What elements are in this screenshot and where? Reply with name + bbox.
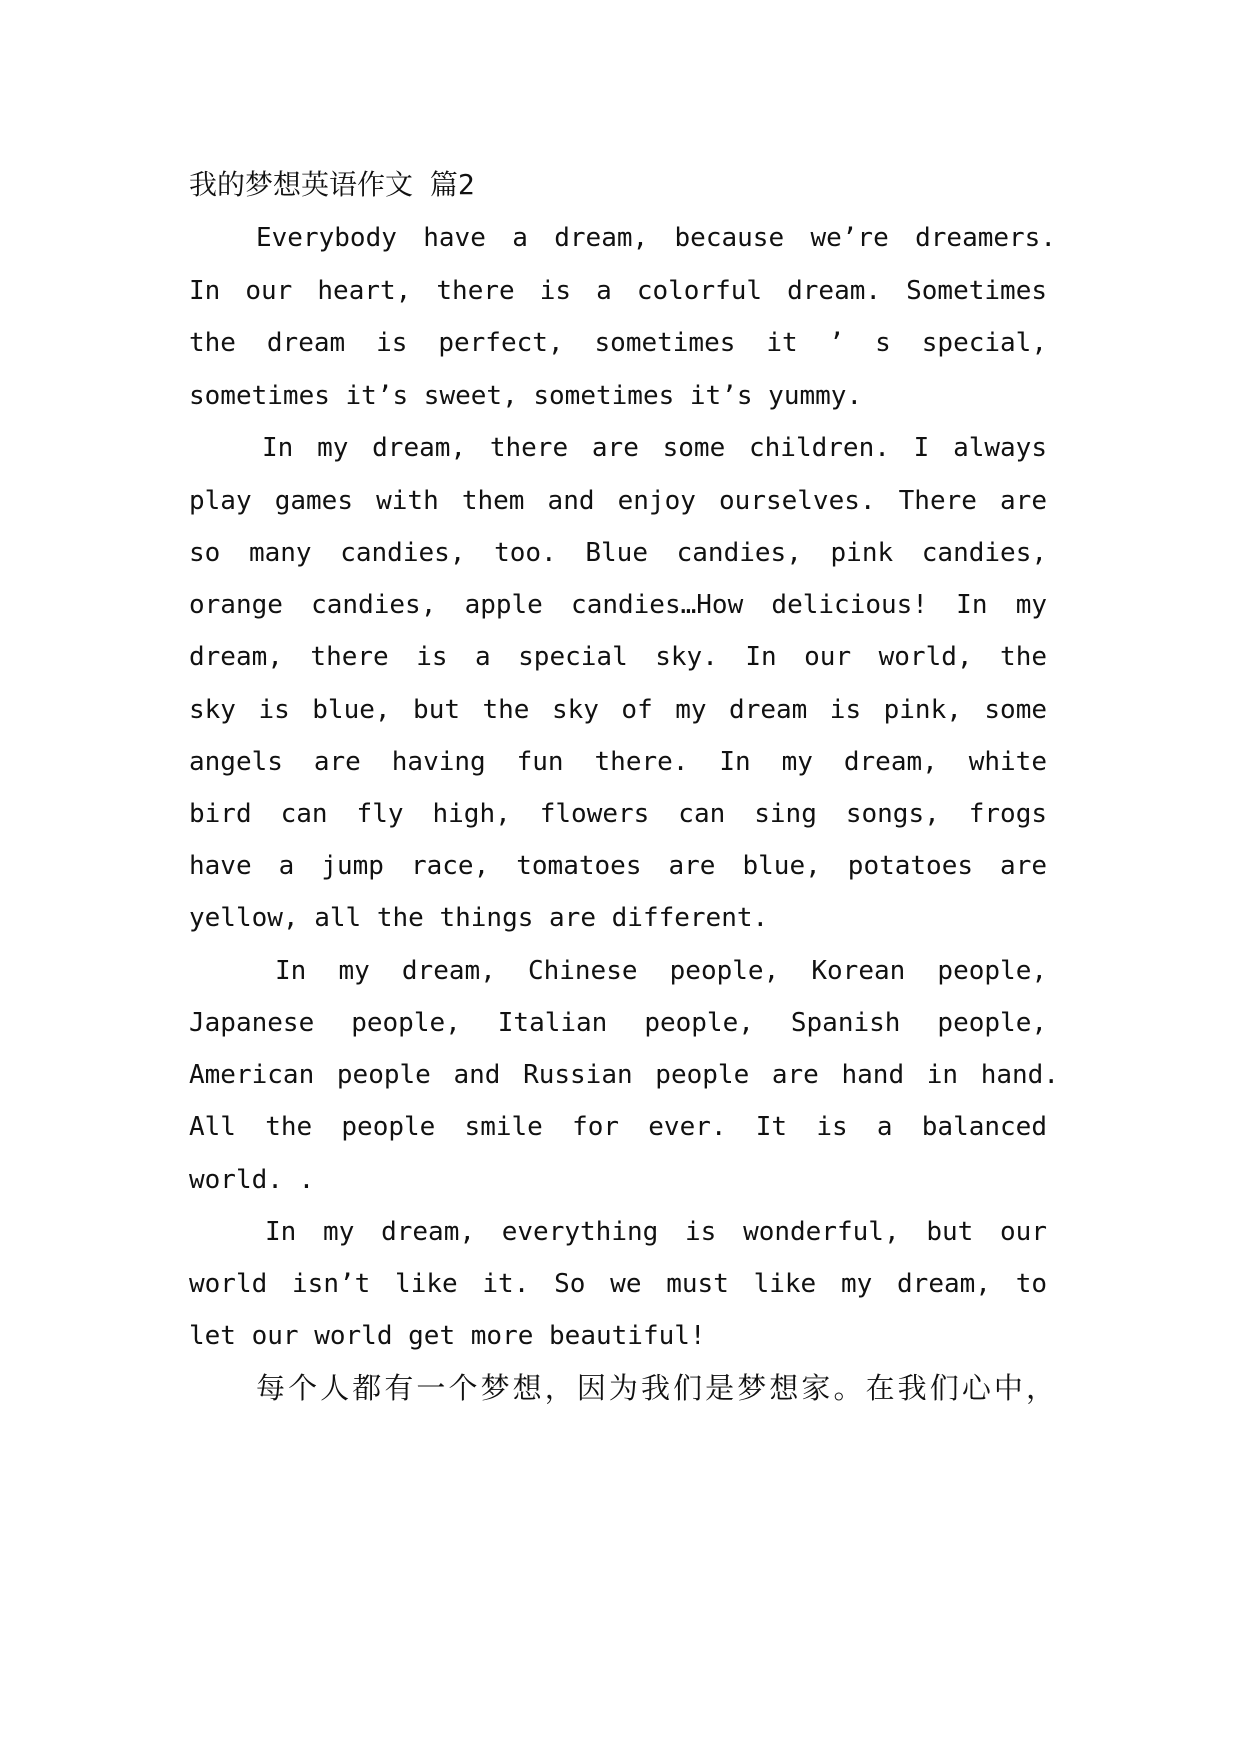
text-line: American people and Russian people are hand in hand. — [189, 1060, 1059, 1090]
text-line: sometimes it’s sweet, sometimes it’s yummy. — [189, 381, 863, 411]
text-line: bird can fly high, flowers can sing songs, frogs — [189, 799, 1047, 829]
text-line: In my dream, Chinese people, Korean people, — [275, 956, 1047, 986]
text-line: orange candies, apple candies…How delicious! In my — [189, 590, 1047, 620]
text-line: the dream is perfect, sometimes it ’ s special, — [189, 328, 1047, 358]
text-line: world. . — [189, 1165, 315, 1195]
text-line: have a jump race, tomatoes are blue, potatoes are — [189, 851, 1047, 881]
text-line: All the people smile for ever. It is a balanced — [189, 1112, 1047, 1142]
text-line: so many candies, too. Blue candies, pink candies, — [189, 538, 1047, 568]
text-line: In our heart, there is a colorful dream. Sometimes — [189, 276, 1047, 306]
text-line: 每个人都有一个梦想，因为我们是梦想家。在我们心中， — [256, 1371, 1056, 1405]
text-line: In my dream, there are some children. I always — [262, 433, 1047, 463]
text-line: In my dream, everything is wonderful, but our — [265, 1217, 1047, 1247]
text-line: let our world get more beautiful! — [189, 1321, 706, 1351]
text-line: world isn’t like it. So we must like my dream, to — [189, 1269, 1047, 1299]
text-line: dream, there is a special sky. In our world, the — [189, 642, 1047, 672]
text-line: yellow, all the things are different. — [189, 903, 769, 933]
text-line: Japanese people, Italian people, Spanish people, — [189, 1008, 1047, 1038]
text-line: Everybody have a dream, because we’re dreamers. — [256, 223, 1056, 253]
text-line: sky is blue, but the sky of my dream is pink, some — [189, 695, 1047, 725]
text-line: play games with them and enjoy ourselves. There are — [189, 486, 1047, 516]
document-title: 我的梦想英语作文 篇2 — [189, 168, 475, 201]
text-line: angels are having fun there. In my dream, white — [189, 747, 1047, 777]
